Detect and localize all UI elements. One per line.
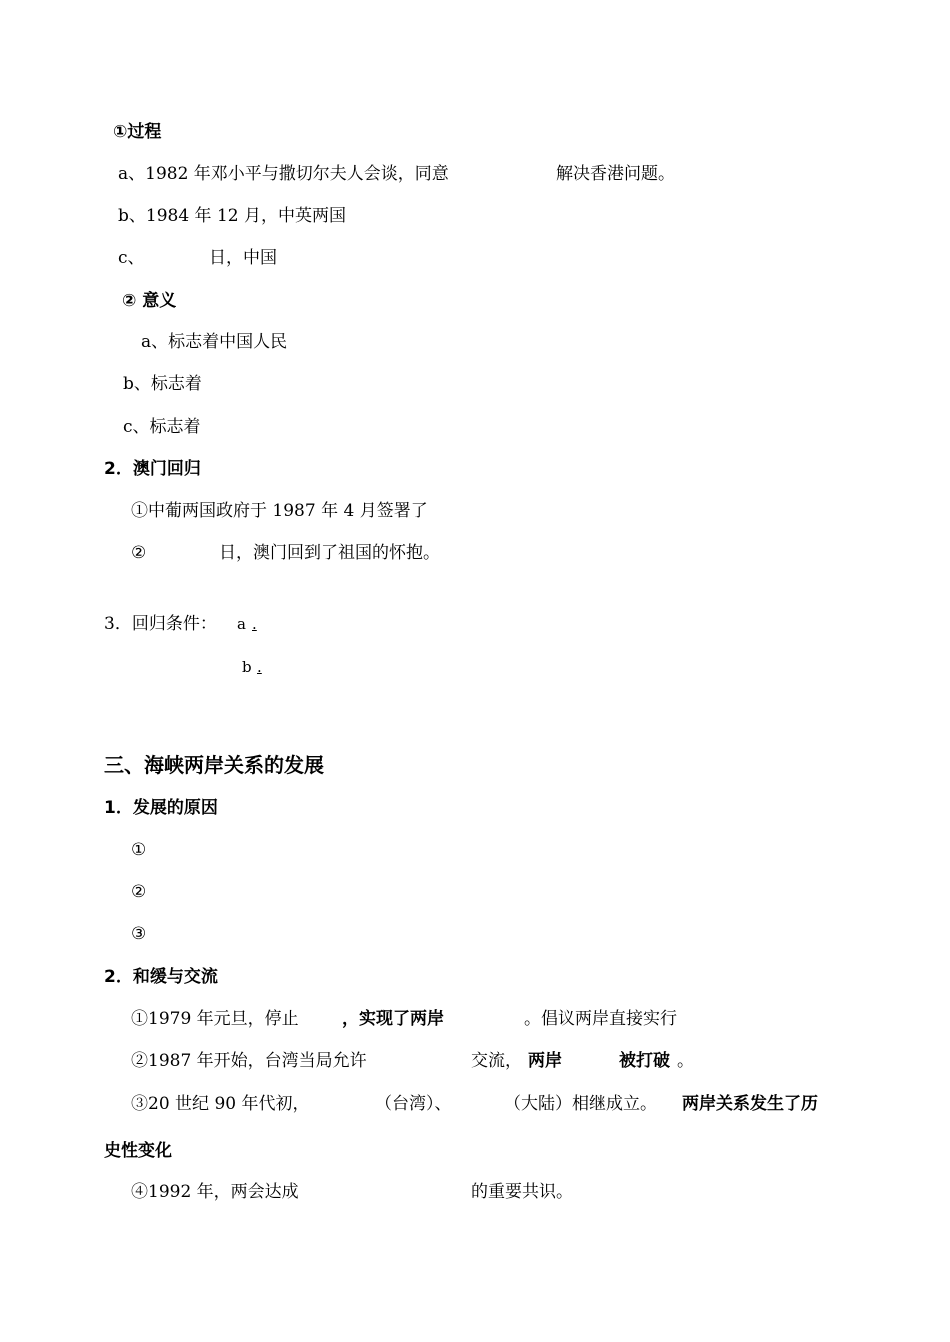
exchange-line-3-bold: 两岸关系发生了历 (682, 1094, 818, 1114)
macau-item-2: ② (131, 543, 147, 563)
section-3-title: 三、海峡两岸关系的发展 (104, 753, 324, 777)
exchange-line-3-continued: 史性变化 (104, 1141, 172, 1161)
exchange-line-3-taiwan: （台湾）、 (375, 1094, 452, 1114)
exchange-line-2-bold-1: 两岸 (528, 1051, 562, 1071)
exchange-line-2-start: ②1987 年开始，台湾当局允许 (131, 1051, 367, 1071)
exchange-line-2-end: 。 (677, 1051, 694, 1071)
condition-b-blank: . (257, 658, 262, 676)
exchange-line-1-start: ①1979 年元旦，停止 (131, 1009, 299, 1029)
exchange-line-2-mid: 交流， (471, 1051, 522, 1071)
exchange-line-1-bold: ，实现了两岸 (342, 1009, 444, 1029)
meaning-item-c: c、标志着 (123, 417, 201, 437)
reason-item-3: ③ (131, 924, 147, 944)
process-item-b: b、1984 年 12 月，中英两国 (118, 206, 346, 226)
exchange-line-4-start: ④1992 年，两会达成 (131, 1182, 299, 1202)
macau-item-1: ①中葡两国政府于 1987 年 4 月签署了 (131, 501, 428, 521)
exchange-line-3-start: ③20 世纪 90 年代初， (131, 1094, 310, 1114)
exchange-line-3-mainland: （大陆）相继成立。 (504, 1094, 657, 1114)
macau-heading: 2．澳门回归 (104, 459, 201, 479)
reasons-heading: 1．发展的原因 (104, 798, 218, 818)
reason-item-1: ① (131, 840, 147, 860)
exchange-line-2-bold-2: 被打破 (619, 1051, 670, 1071)
conditions-label: 3．回归条件： (104, 614, 217, 634)
meaning-item-b: b、标志着 (123, 374, 202, 394)
condition-a-blank: . (252, 615, 257, 633)
exchange-line-1-end: 。倡议两岸直接实行 (524, 1009, 677, 1029)
condition-b-letter: b (242, 658, 252, 676)
section-heading-meaning: ② 意义 (122, 291, 177, 311)
exchange-heading: 2．和缓与交流 (104, 967, 218, 987)
meaning-item-a: a、标志着中国人民 (141, 332, 288, 352)
section-heading-process: ①过程 (113, 122, 162, 142)
reason-item-2: ② (131, 882, 147, 902)
process-item-c: c、 (118, 248, 145, 268)
macau-item-2-end: 日，澳门回到了祖国的怀抱。 (219, 543, 440, 563)
process-item-c-end: 日，中国 (209, 248, 277, 268)
condition-a-letter: a (237, 615, 246, 633)
process-item-a-end: 解决香港问题。 (556, 164, 675, 184)
process-item-a: a、1982 年邓小平与撒切尔夫人会谈，同意 (118, 164, 449, 184)
exchange-line-4-end: 的重要共识。 (471, 1182, 573, 1202)
